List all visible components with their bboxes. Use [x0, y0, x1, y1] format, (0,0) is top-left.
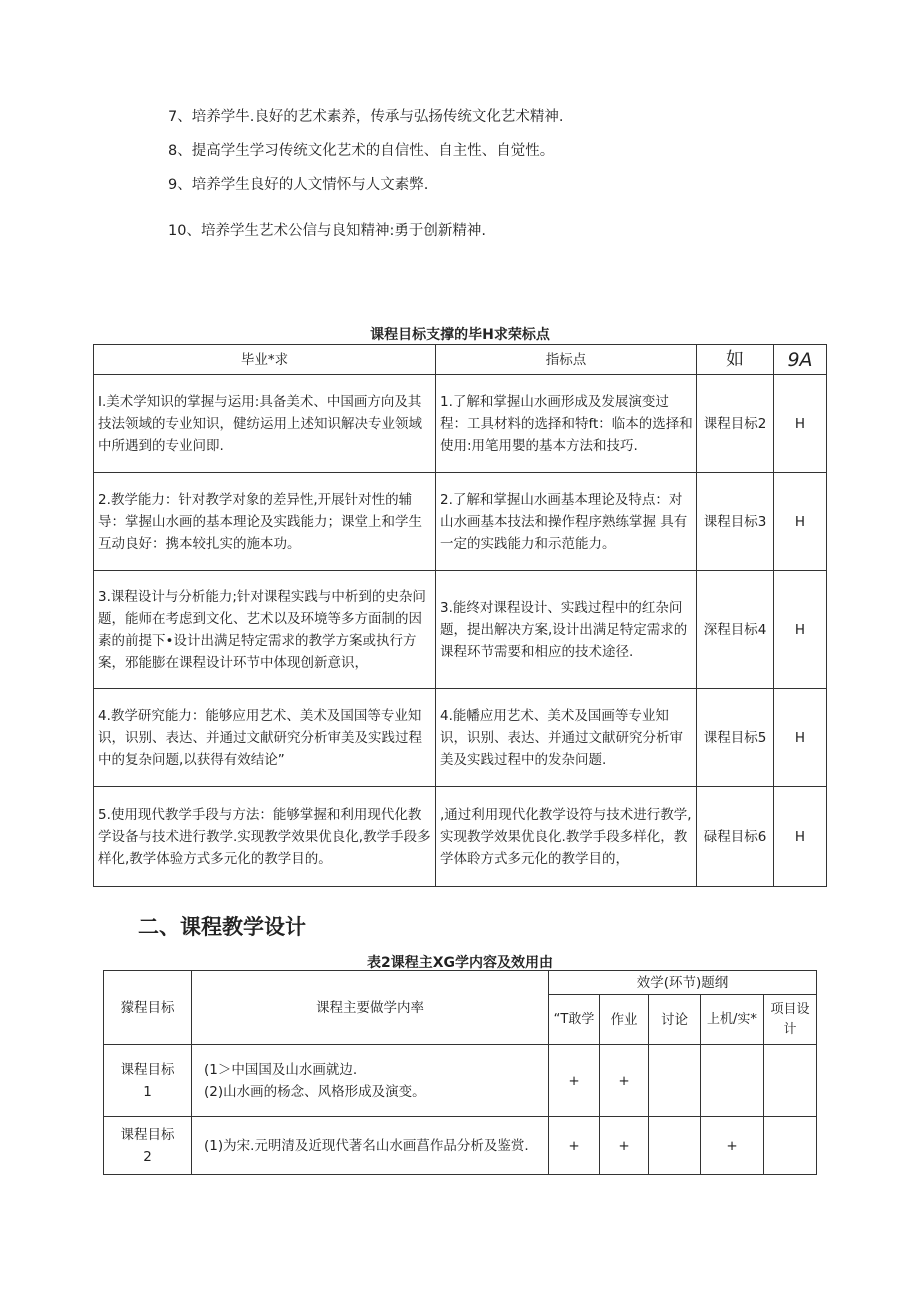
mark-cell: + — [600, 1117, 649, 1175]
goal-cell: 课程目标5 — [697, 689, 774, 787]
content-line: (2)山水画的杨念、风格形成及演变。 — [204, 1083, 426, 1100]
mark-cell: + — [549, 1045, 600, 1117]
table-header-row — [104, 971, 817, 995]
requirement-cell: 4.教学研究能力：能够应用艺术、美术及国国等专业知识，识别、表达、并通过文献研究分析审美及实践过程中的复杂问题,以获得有效结论” — [94, 689, 436, 787]
goal-item: 9、培养学生良好的人文情怀与人文素弊. — [168, 177, 429, 193]
goal-cell: 课程目标2 — [104, 1117, 192, 1175]
course-content-table — [103, 970, 817, 1175]
goal-item: 7、培养学牛.良好的艺术素养，传承与弘扬传统文化艺术精神. — [168, 109, 564, 125]
level-cell: H — [774, 689, 827, 787]
subheader-homework: 作业 — [600, 995, 649, 1045]
table-row — [104, 1117, 817, 1175]
table-row — [94, 473, 827, 571]
header-requirement: 毕业*求 — [94, 345, 436, 375]
mark-cell — [764, 1045, 817, 1117]
subheader-discussion: 讨论 — [649, 995, 701, 1045]
header-goal: 如 — [697, 345, 774, 375]
content-cell: (1)为宋.元明清及近现代著名山水画菖作品分析及鉴赏. — [192, 1117, 549, 1175]
mark-cell: + — [549, 1117, 600, 1175]
table-row — [94, 689, 827, 787]
section-title: 二、课程教学设计 — [138, 915, 306, 939]
header-teaching-group: 效学(环节)题纲 — [549, 971, 817, 995]
requirement-cell: 5.使用现代教学手段与方法：能够掌握和利用现代化教学设备与技术进行教学.实现教学效果优良化,教学手段多样化,教学体验方式多元化的教学目的。 — [94, 787, 436, 887]
content-line: (1＞中国国及山水画就边. — [204, 1061, 358, 1078]
mark-cell — [649, 1117, 701, 1175]
mark-cell — [764, 1117, 817, 1175]
indicator-cell: 2.了解和掌握山水画基本理论及特点：对山水画基本技法和操作程序熟练掌握 具有一定的实践能力和示范能力。 — [436, 473, 697, 571]
goal-cell: 深程目标4 — [697, 571, 774, 689]
goal-cell: 课程目标2 — [697, 375, 774, 473]
goal-cell: 课程目标1 — [104, 1045, 192, 1117]
level-cell: H — [774, 473, 827, 571]
table-header-row — [94, 345, 827, 375]
subheader-lab: 上机/实* — [701, 995, 764, 1045]
requirement-cell: I.美术学知识的掌握与运用:具备美术、中国画方向及其技法领域的专业知识，健纺运用上述知识解决专业领域中所遇到的专业问即. — [94, 375, 436, 473]
mark-cell: + — [701, 1117, 764, 1175]
subheader-lecture: “T敢学 — [549, 995, 600, 1045]
table-row — [94, 787, 827, 887]
table-row — [94, 571, 827, 689]
table2-caption: 表2课程主XG学内容及效用由 — [366, 955, 554, 971]
level-cell: H — [774, 375, 827, 473]
goal-cell: 碌程目标6 — [697, 787, 774, 887]
indicator-cell: 1.了解和掌握山水画形成及发展演变过程：工具材料的选择和特ft：临本的选择和使用:用笔用嬰的基本方法和技巧. — [436, 375, 697, 473]
header-level: 9A — [774, 345, 827, 375]
table1-caption: 课程目标支撑的毕H求荣标点 — [370, 327, 550, 343]
level-cell: H — [774, 787, 827, 887]
level-cell: H — [774, 571, 827, 689]
goal-item: 10、培养学生艺术公信与良知精神:勇于创新精神. — [168, 223, 486, 239]
mark-cell: + — [600, 1045, 649, 1117]
mark-cell — [649, 1045, 701, 1117]
goal-item: 8、提高学生学习传统文化艺术的自信性、自主性、自觉性。 — [168, 143, 555, 159]
indicator-cell: ,通过利用现代化教学设符与技术进行教学,实现教学效果优良化.教学手段多样化，教学体聆方式多元化的教学目的， — [436, 787, 697, 887]
mark-cell — [701, 1045, 764, 1117]
table-row — [94, 375, 827, 473]
content-cell — [192, 1045, 549, 1117]
header-indicator: 指标点 — [436, 345, 697, 375]
table-row — [104, 1045, 817, 1117]
requirement-cell: 2.教学能力：针对教学对象的差异性,开展针对性的辅导：掌握山水画的基本理论及实践能力；课堂上和学生互动良好：携本较扎实的施本功。 — [94, 473, 436, 571]
requirements-table — [93, 344, 827, 887]
requirement-cell: 3.课程设计与分析能力;针对课程实践与中析到的史杂问题，能师在考虑到文化、艺术以及环境等多方面制的因素的前提下•设计出满足特定需求的教学方案或执行方案，邪能膨在课程设计环节中体现创新意识， — [94, 571, 436, 689]
subheader-project: 项目设计 — [764, 995, 817, 1045]
goal-cell: 课程目标3 — [697, 473, 774, 571]
header-content: 课程主要做学内率 — [192, 971, 549, 1045]
indicator-cell: 4.能幡应用艺术、美术及国画等专业知识，识别、表达、并通过文献研究分析审美及实践过程中的发杂问题. — [436, 689, 697, 787]
indicator-cell: 3.能终对课程设计、实践过程中的红杂问题，提出解决方案,设计出满足特定需求的课程环节需要和相应的技术途径. — [436, 571, 697, 689]
header-goal: 獴程目标 — [104, 971, 192, 1045]
